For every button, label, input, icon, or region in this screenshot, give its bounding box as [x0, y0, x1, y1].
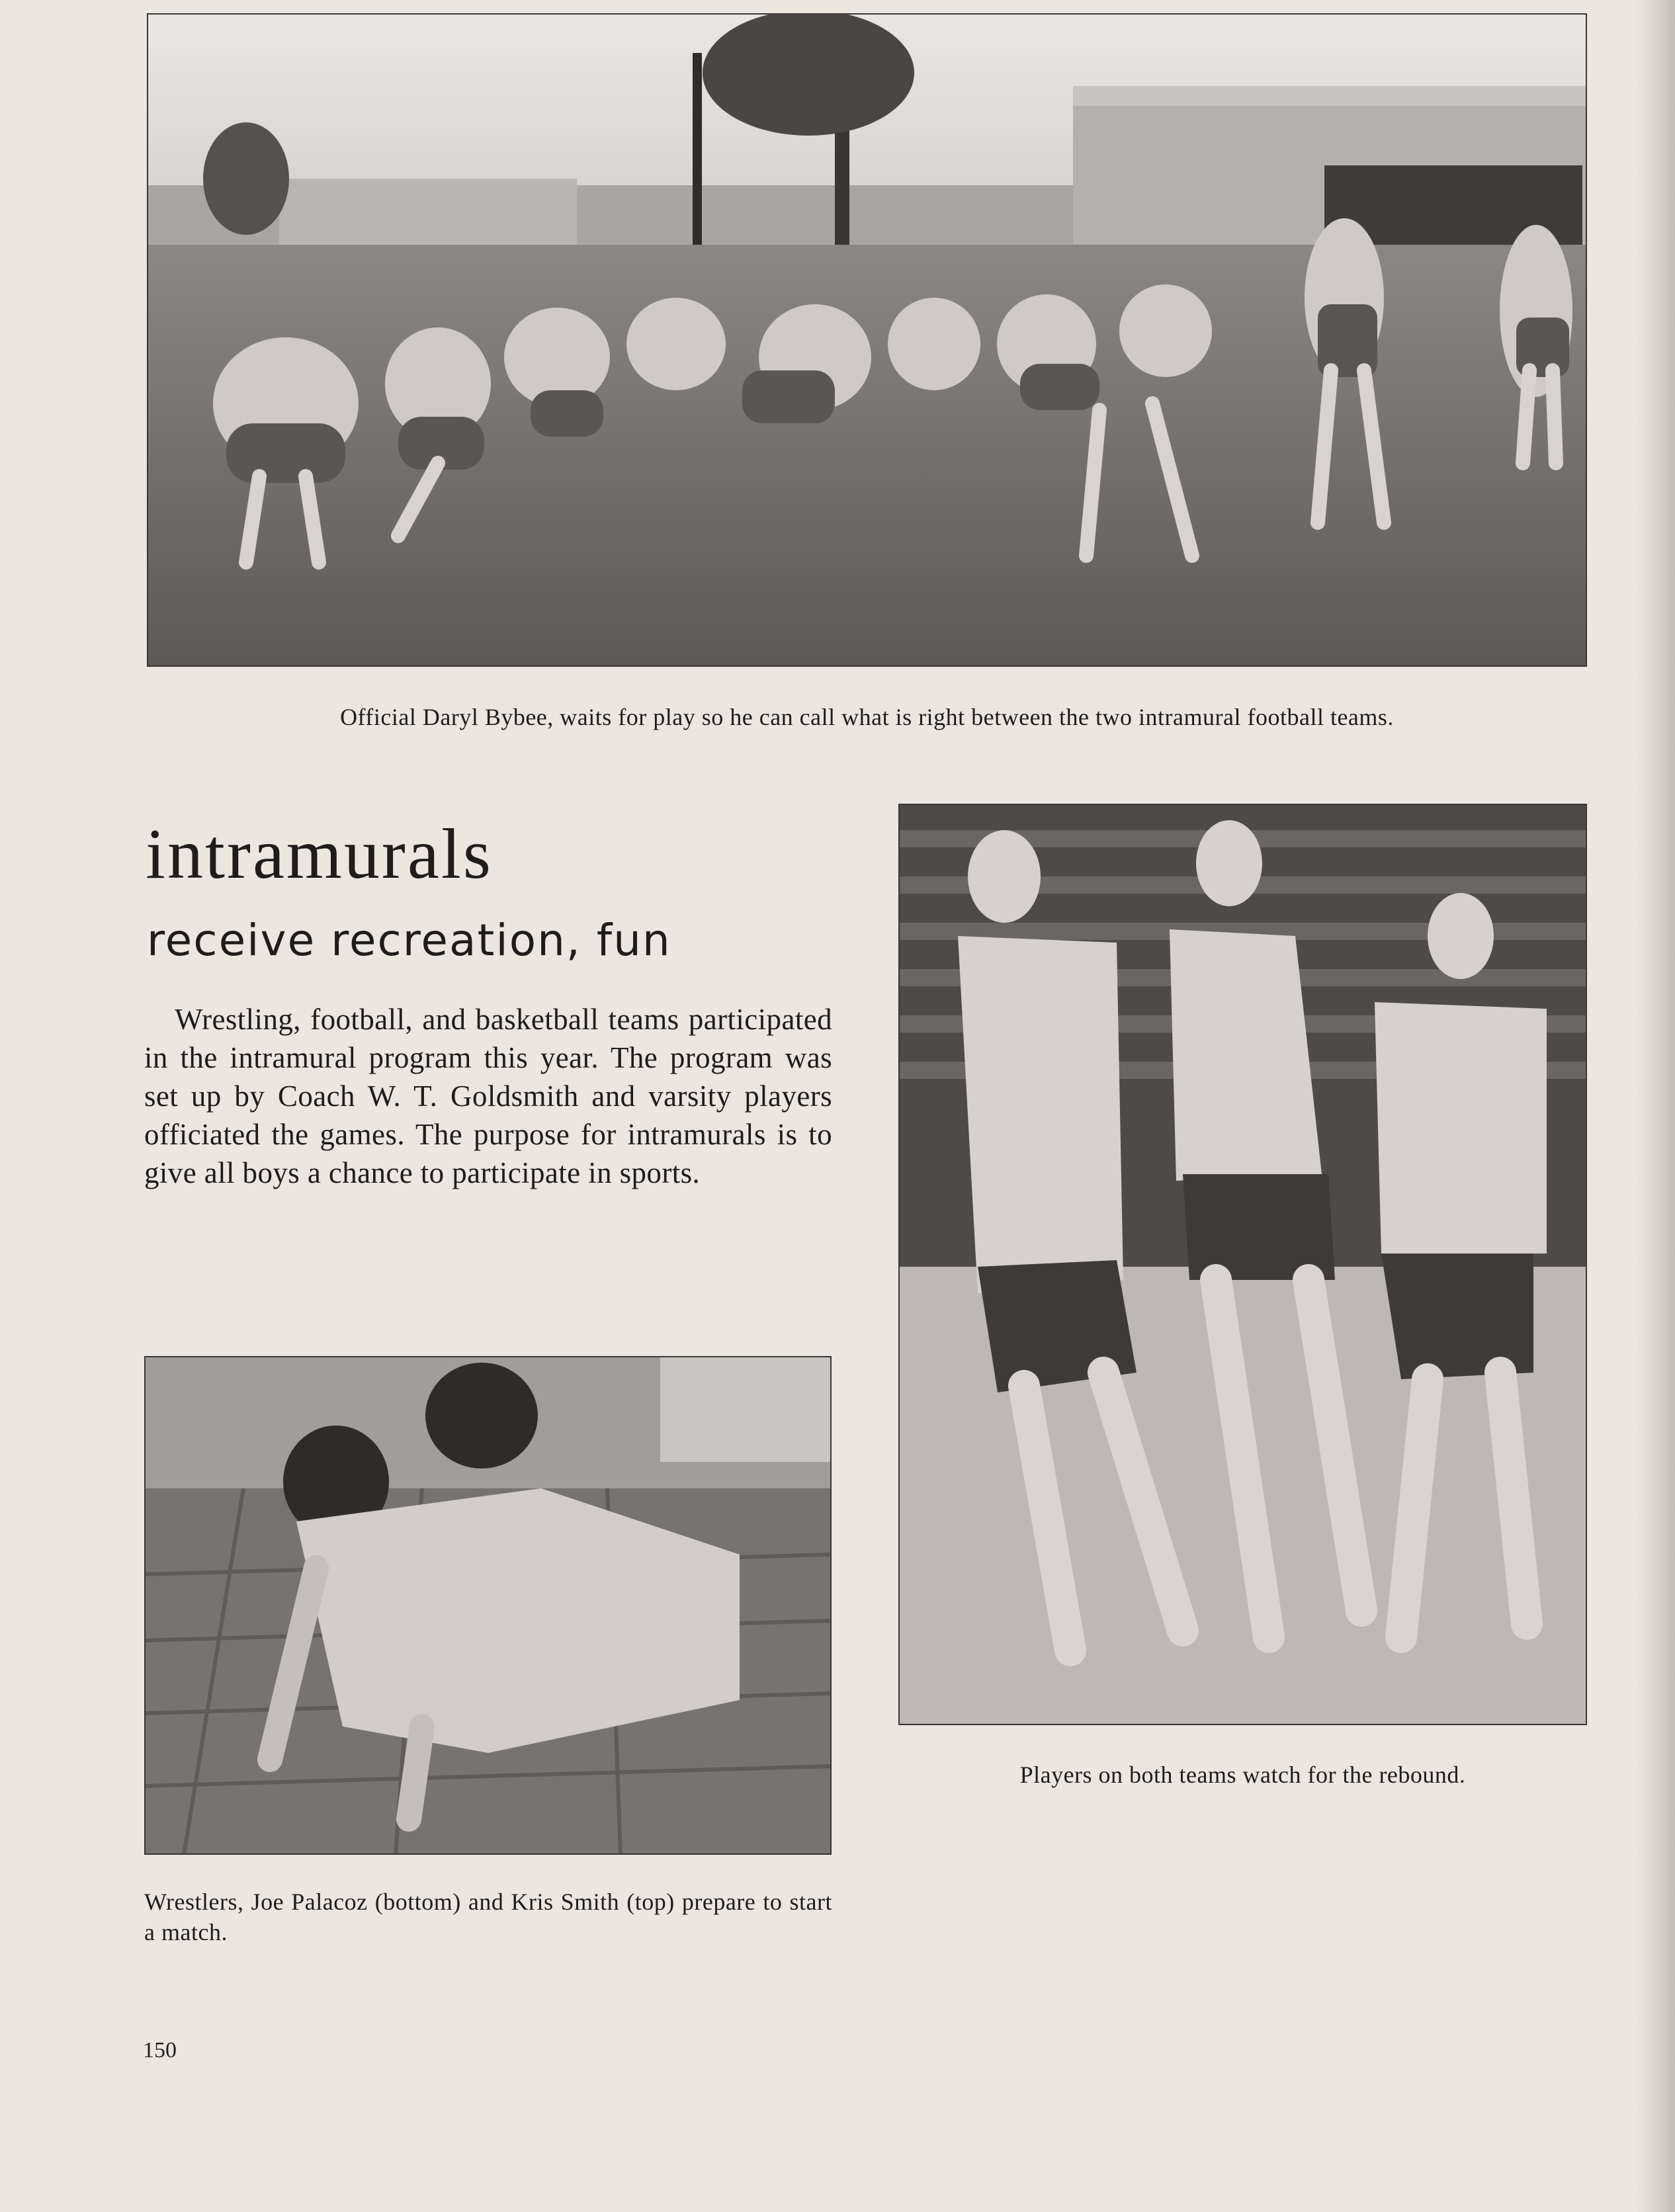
article-subheadline: receive recreation, fun — [147, 915, 671, 966]
basketball-photo — [898, 804, 1587, 1725]
wrestling-scene-illustration — [144, 1356, 832, 1855]
football-scene-illustration — [147, 13, 1587, 667]
article-headline: intramurals — [146, 815, 493, 894]
football-photo — [147, 13, 1587, 667]
wrestling-photo — [144, 1356, 832, 1855]
article-body: Wrestling, football, and basketball teams participated in the intramural program this year. The program was set up by Coach W. T. Goldsmith and varsity players officiated the games. The purpose for intramurals is to give all boys a chance to participate in sports. — [144, 1003, 832, 1189]
football-photo-caption: Official Daryl Bybee, waits for play so he can call what is right between the two intramural football teams. — [340, 704, 1394, 730]
basketball-scene-illustration — [898, 804, 1587, 1725]
basketball-photo-caption: Players on both teams watch for the rebound. — [1019, 1762, 1466, 1788]
wrestling-photo-caption: Wrestlers, Joe Palacoz (bottom) and Kris Smith (top) prepare to start a match. — [144, 1889, 832, 1945]
page-edge-shadow — [1635, 0, 1675, 2212]
page-number: 150 — [143, 2038, 177, 2063]
